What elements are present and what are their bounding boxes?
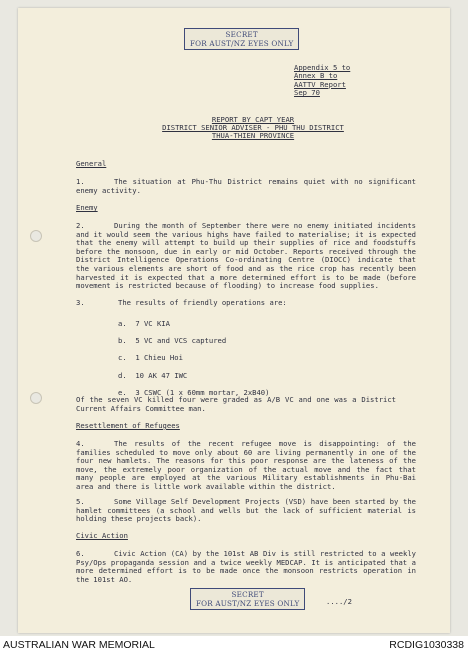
appendix-line: Annex B to <box>294 71 338 81</box>
paragraph-casualty-summary: Of the seven VC killed four were graded as A/B VC and one was a District Current Affairs Committee man. <box>76 395 396 413</box>
paragraph-number: 6. <box>76 549 85 558</box>
archive-record-id: RCDIG1030338 <box>389 639 464 651</box>
section-heading-enemy: Enemy <box>76 203 98 212</box>
paragraph-operations-intro: The results of friendly operations are: <box>118 298 287 307</box>
document-page <box>18 8 450 633</box>
paragraph-number: 5. <box>76 497 85 506</box>
paragraph-village-projects: Some Village Self Development Projects (VSD) have been started by the hamlet committees (a school and wells but the lack of sufficient material is holding these projects back). <box>76 497 416 524</box>
appendix-reference <box>294 64 350 98</box>
title-line: THUA-THIEN PROVINCE <box>211 131 295 141</box>
paragraph-number: 1. <box>76 177 85 186</box>
list-item-text: 10 AK 47 IWC <box>135 370 188 380</box>
stamp-line: SECRET <box>231 590 264 599</box>
paragraph-number: 2. <box>76 221 85 230</box>
list-item-text: 3 CSWC (1 x 60mm mortar, 2xB40) <box>135 387 270 397</box>
report-title <box>118 116 388 141</box>
stamp-line: FOR AUST/NZ EYES ONLY <box>196 599 300 608</box>
classification-stamp-top <box>184 28 299 50</box>
list-item-letter: a. <box>118 319 127 328</box>
punch-hole <box>30 230 42 242</box>
list-item-text: 5 VC and VCS captured <box>135 336 227 346</box>
paragraph-civic-action: Civic Action (CA) by the 101st AB Div is still restricted to a weekly Psy/Ops propaganda session and a twice weekly MEDCAP. It is anticipated that a more determined effort is to be made once the monsoon restricts operation in the 101st AO. <box>76 549 416 584</box>
list-item-text: 7 VC KIA <box>135 319 170 328</box>
paragraph-enemy-activity: During the month of September there were no enemy initiated incidents and it would seem the various highs have failed to materialise; it is expected that the enemy will attempt to build up their supplies of rice and foodstuffs before the monsoon, due in early or mid October. Reports received through the District Intelligence Operations Co-ordinating Centre (DIOCC) indicate that the various elements are short of food and as the rice crop has recently been harvested it is expected that a more determined effort is to be made (before movement is restricted because of flooding) to increase food supplies. <box>76 221 416 291</box>
continuation-marker: ..../2 <box>326 597 352 606</box>
stamp-line: SECRET <box>225 30 258 39</box>
list-item <box>118 315 378 332</box>
list-item-letter: c. <box>118 353 127 363</box>
title-line: REPORT BY CAPT YEAR <box>211 115 295 124</box>
list-item <box>118 349 378 366</box>
list-item-letter: d. <box>118 370 127 380</box>
appendix-line: AATTV Report <box>294 79 346 89</box>
archive-name: AUSTRALIAN WAR MEMORIAL <box>3 639 155 651</box>
list-item-text: 1 Chieu Hoi <box>135 353 183 363</box>
paragraph-number: 4. <box>76 439 85 448</box>
section-heading-civic-action: Civic Action <box>76 531 128 540</box>
operations-results-list <box>118 315 378 401</box>
list-item-letter: b. <box>118 336 127 346</box>
list-item <box>118 367 378 384</box>
appendix-line: Appendix 5 to <box>294 63 351 72</box>
section-heading-general: General <box>76 159 107 168</box>
stamp-line: FOR AUST/NZ EYES ONLY <box>190 39 294 48</box>
punch-hole <box>30 392 42 404</box>
classification-stamp-bottom <box>190 588 305 610</box>
appendix-line: Sep 70 <box>294 88 320 98</box>
section-heading-resettlement: Resettlement of Refugees <box>76 421 180 430</box>
archive-footer <box>0 636 468 653</box>
list-item <box>118 332 378 349</box>
title-line: DISTRICT SENIOR ADVISER - PHU THU DISTRICT <box>162 123 344 133</box>
list-item-letter: e. <box>118 387 127 397</box>
paragraph-refugee-move: The results of the recent refugee move is disappointing: of the families scheduled to move only about 60 are living permanently in one of the four new hamlets. The reasons for this poor response are the lateness of the move, the extremely poor organization of the actual move and the fact that many people are employed at the various Military establishments in Phu-Bai area and there is little work available within the district. <box>76 439 416 491</box>
paragraph-number: 3. <box>76 298 85 307</box>
paragraph-general: The situation at Phu-Thu District remains quiet with no significant enemy activity. <box>76 177 416 195</box>
